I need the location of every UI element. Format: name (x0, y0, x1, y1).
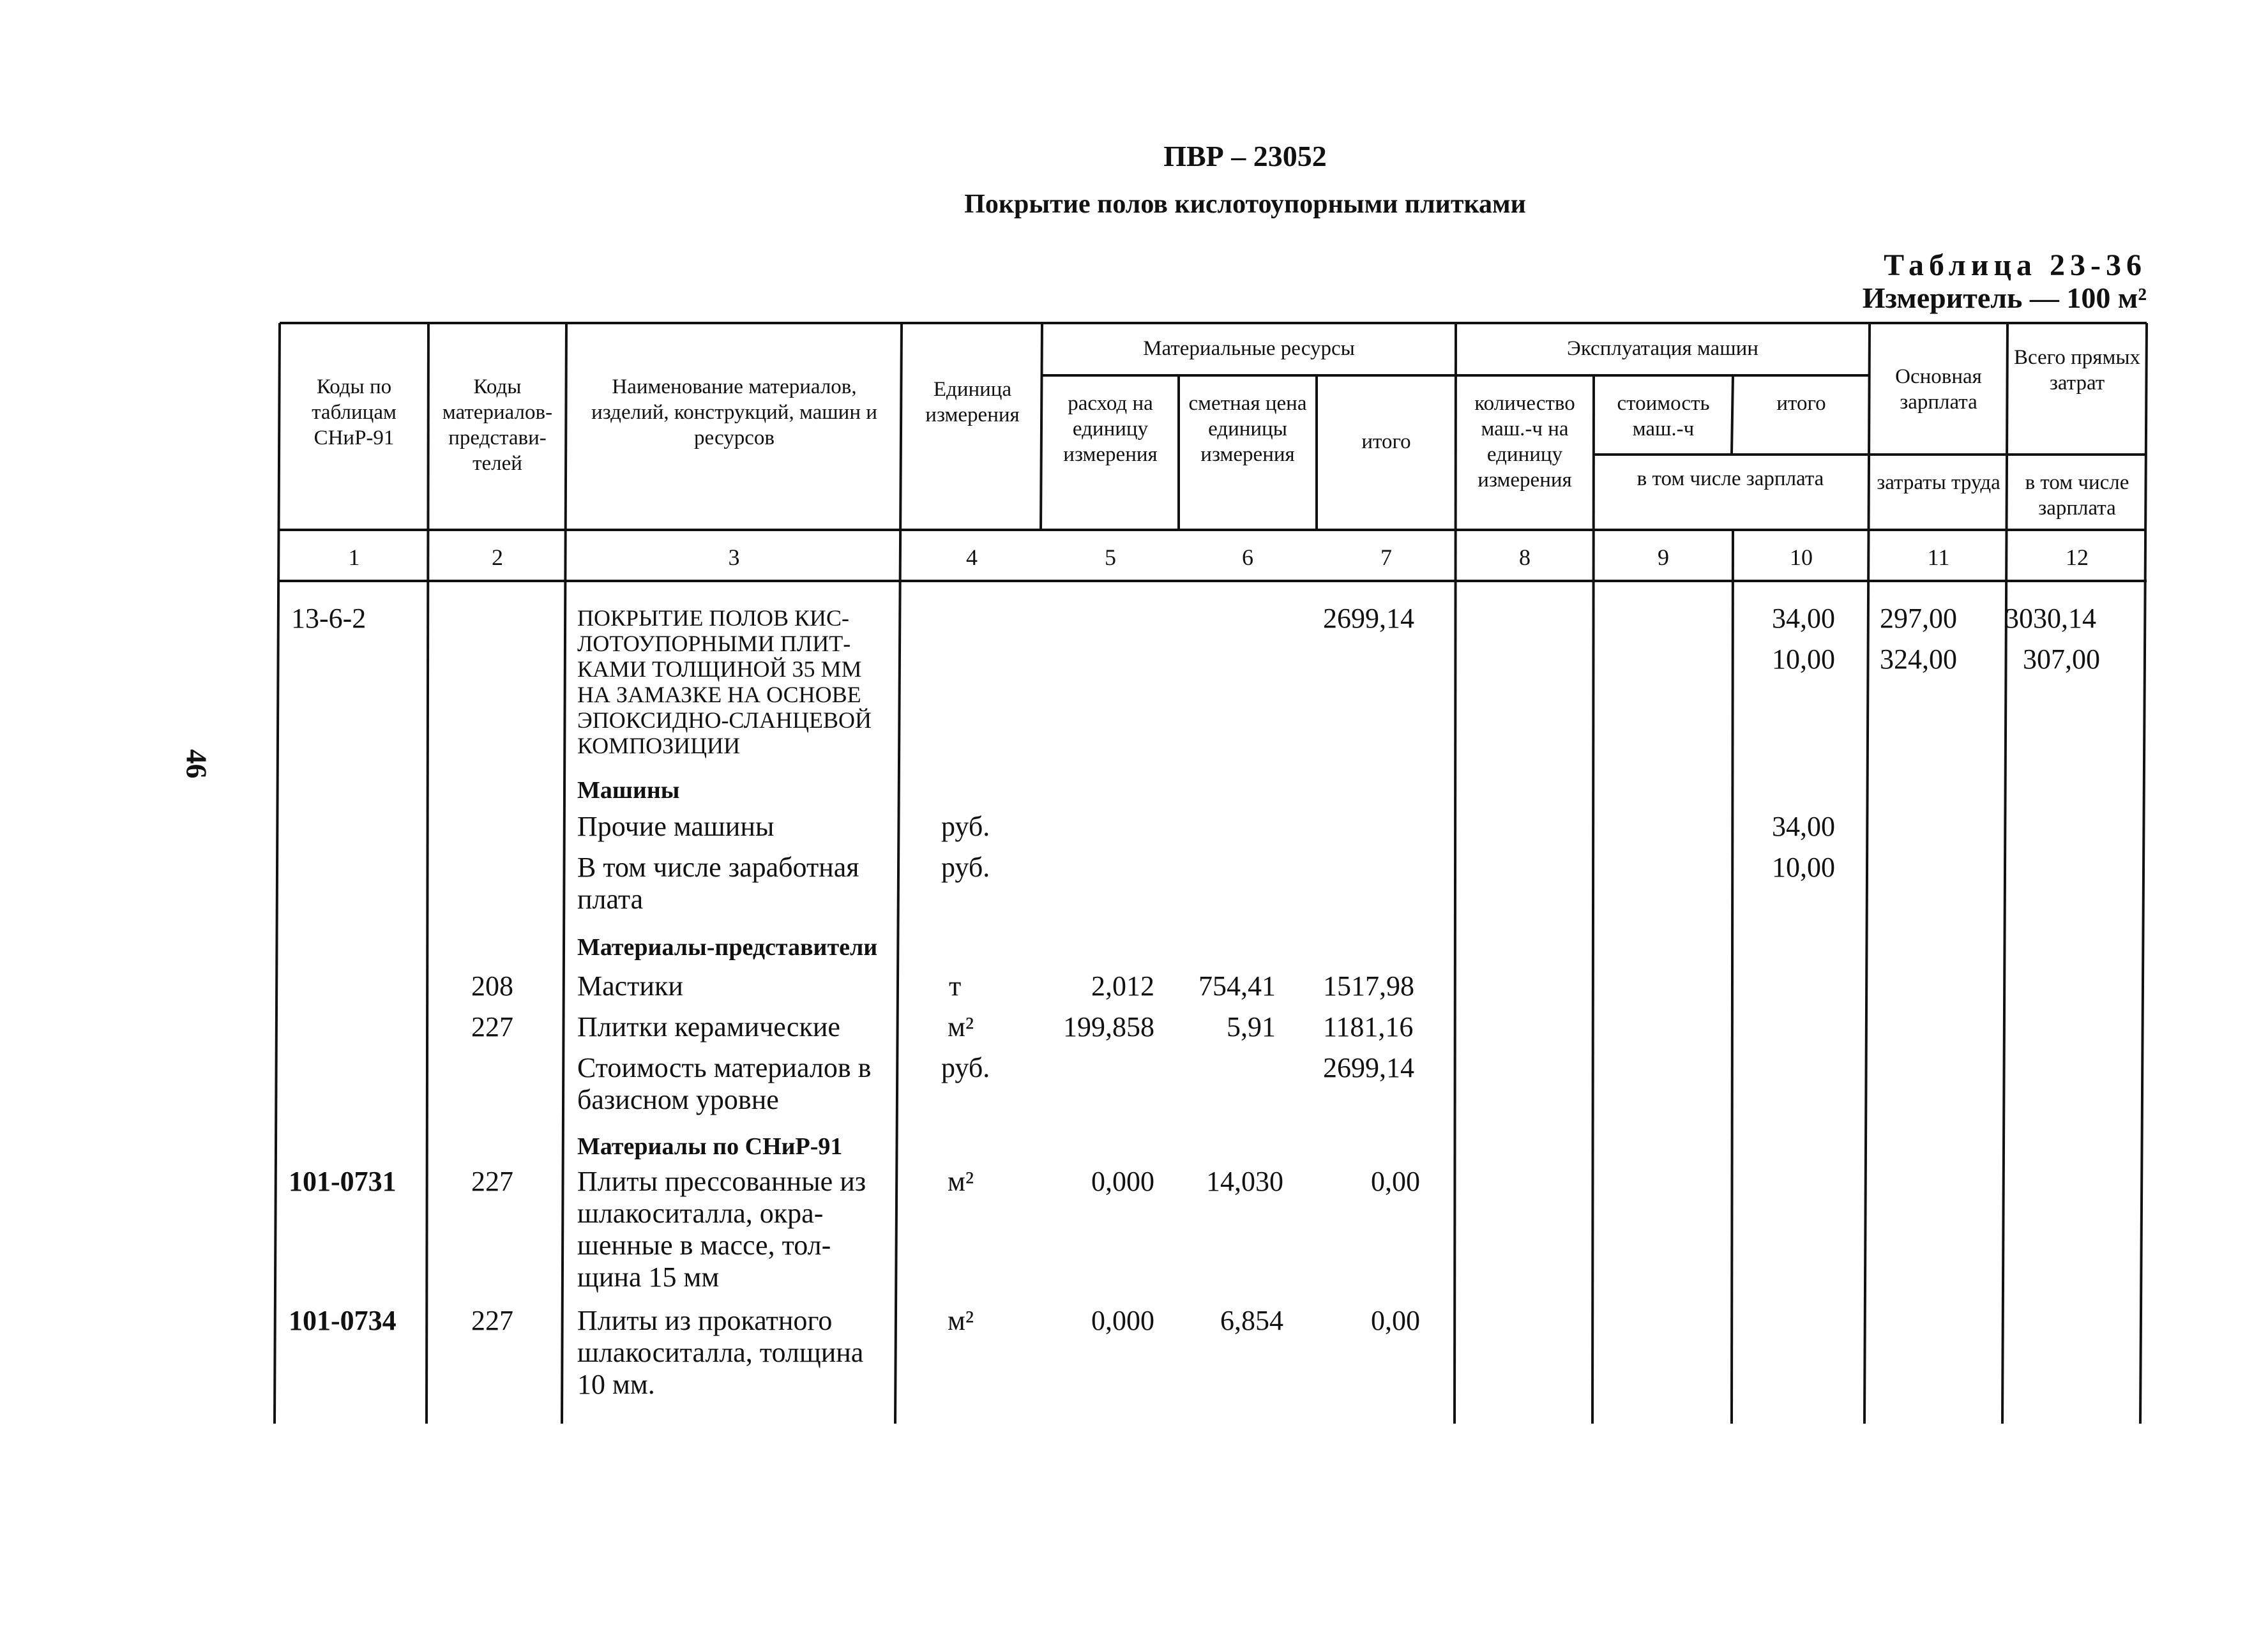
pressed-line: шенные в массе, тол- (577, 1230, 831, 1261)
rolled-price: 6,854 (1220, 1305, 1283, 1336)
main-labor-costs: 324,00 (1880, 644, 1957, 675)
header-base-salary: Основная зарплата (1895, 365, 1982, 414)
column-number: 4 (966, 545, 978, 570)
incl-wages-total: 10,00 (1772, 852, 1835, 883)
mastics-unit: т (949, 970, 962, 1002)
rolled-line: Плиты из прокатного (577, 1305, 833, 1336)
base-cost-name (577, 1052, 896, 1116)
rolled-total: 0,00 (1371, 1305, 1420, 1336)
base-cost-unit: руб. (941, 1052, 990, 1083)
pressed-code2: 227 (471, 1166, 513, 1197)
pressed-unit: м² (948, 1166, 974, 1197)
table-unit: Измеритель — 100 м² (1862, 282, 2147, 314)
main-name-line: ЭПОКСИДНО-СЛАНЦЕВОЙ (577, 707, 872, 733)
header-codes-material: Коды материалов-представи-телей (442, 375, 553, 475)
header-unit: Единица измерения (925, 378, 1020, 426)
mastics-price: 754,41 (1198, 970, 1276, 1002)
pressed-line: щина 15 мм (577, 1261, 720, 1293)
main-name-line: НА ЗАМАЗКЕ НА ОСНОВЕ (577, 682, 861, 707)
section-materials: Материалы-представители (577, 934, 878, 961)
table-number: Таблица 23-36 (1884, 248, 2147, 282)
column-number: 6 (1242, 545, 1253, 570)
column-number: 12 (2066, 545, 2089, 570)
ceramic-unit: м² (948, 1011, 974, 1043)
rolled-line: шлакоситалла, толщина (577, 1337, 864, 1368)
main-machine-salary: 10,00 (1772, 644, 1835, 675)
rolled-name (577, 1305, 896, 1401)
base-cost-line: базисном уровне (577, 1084, 779, 1115)
header-labor-costs: затраты труда (1877, 471, 2000, 494)
column-number: 5 (1105, 545, 1116, 570)
main-code: 13-6-2 (291, 603, 367, 634)
column-number: 3 (728, 545, 740, 570)
column-number: 1 (348, 545, 360, 570)
other-machines-unit: руб. (941, 811, 990, 842)
column-number: 11 (1927, 545, 1950, 570)
incl-wages-name (577, 852, 896, 915)
header-cost-machine-hour: стоимость маш.-ч (1617, 392, 1710, 440)
mastics-name: Мастики (577, 970, 683, 1002)
header-total: итого (1361, 430, 1411, 453)
pressed-price: 14,030 (1206, 1166, 1283, 1197)
rolled-unit: м² (948, 1305, 974, 1336)
base-cost-line: Стоимость материалов в (577, 1052, 872, 1083)
pressed-line: шлакоситалла, окра- (577, 1198, 824, 1229)
mastics-total: 1517,98 (1323, 970, 1414, 1002)
column-number: 2 (492, 545, 503, 570)
ceramic-name: Плитки керамические (577, 1011, 840, 1043)
header-machine-operation: Эксплуатация машин (1567, 337, 1758, 360)
section-snip-materials: Материалы по СНиР-91 (577, 1133, 843, 1160)
ceramic-consumption: 199,858 (1063, 1011, 1154, 1043)
header-incl-salary-short: в том числе зарплата (2025, 471, 2129, 520)
main-total: 2699,14 (1323, 603, 1414, 634)
other-machines-name: Прочие машины (577, 811, 775, 842)
column-number: 9 (1658, 545, 1669, 570)
column-number: 7 (1380, 545, 1392, 570)
base-cost-total: 2699,14 (1323, 1052, 1414, 1083)
header-estimated-price: сметная цена единицы измерения (1188, 392, 1307, 466)
section-machines: Машины (577, 777, 680, 804)
header-machine-total: итого (1776, 392, 1826, 415)
main-machine-total: 34,00 (1772, 603, 1835, 634)
header-material-resources: Материальные ресурсы (1143, 337, 1355, 360)
pressed-code: 101-0731 (289, 1166, 397, 1197)
main-name-line: ЛОТОУПОРНЫМИ ПЛИТ- (577, 631, 851, 656)
main-name-line: КОМПОЗИЦИИ (577, 733, 741, 758)
document-subtitle: Покрытие полов кислотоупорными плитками (964, 190, 1526, 219)
mastics-consumption: 2,012 (1091, 970, 1154, 1002)
header-consumption: расход на единицу измерения (1063, 392, 1158, 466)
column-number: 10 (1790, 545, 1813, 570)
rolled-code2: 227 (471, 1305, 513, 1336)
ceramic-code: 227 (471, 1011, 513, 1043)
header-total-direct: Всего прямых затрат (2013, 346, 2141, 395)
ceramic-total: 1181,16 (1323, 1011, 1414, 1043)
header-codes-snip: Коды по таблицам СНиР-91 (312, 375, 397, 449)
header-machine-hours: количество маш.-ч на единицу измерения (1474, 392, 1575, 492)
rolled-code: 101-0734 (289, 1305, 397, 1336)
main-name-line: КАМИ ТОЛЩИНОЙ 35 ММ (577, 656, 862, 682)
incl-wages-line: плата (577, 884, 644, 915)
main-base-salary: 297,00 (1880, 603, 1957, 634)
main-name-line: ПОКРЫТИЕ ПОЛОВ КИС- (577, 605, 850, 631)
pressed-name (577, 1166, 896, 1293)
incl-wages-line: В том числе заработная (577, 852, 859, 883)
document-title: ПВР – 23052 (1163, 140, 1327, 172)
pressed-line: Плиты прессованные из (577, 1166, 866, 1197)
rolled-line: 10 мм. (577, 1369, 655, 1400)
main-direct-salary: 307,00 (2023, 644, 2100, 675)
incl-wages-unit: руб. (941, 852, 990, 883)
rolled-consumption: 0,000 (1091, 1305, 1154, 1336)
pressed-consumption: 0,000 (1091, 1166, 1154, 1197)
main-name (577, 605, 896, 758)
column-number: 8 (1519, 545, 1531, 570)
mastics-code: 208 (471, 970, 513, 1002)
other-machines-total: 34,00 (1772, 811, 1835, 842)
ceramic-price: 5,91 (1227, 1011, 1276, 1043)
header-name: Наименование материалов, изделий, конструкций, машин и ресурсов (591, 375, 877, 449)
main-direct-total: 3030,14 (2005, 603, 2096, 634)
page-number: 46 (180, 749, 213, 779)
pressed-total: 0,00 (1371, 1166, 1420, 1197)
header-incl-salary: в том числе зарплата (1637, 467, 1824, 490)
